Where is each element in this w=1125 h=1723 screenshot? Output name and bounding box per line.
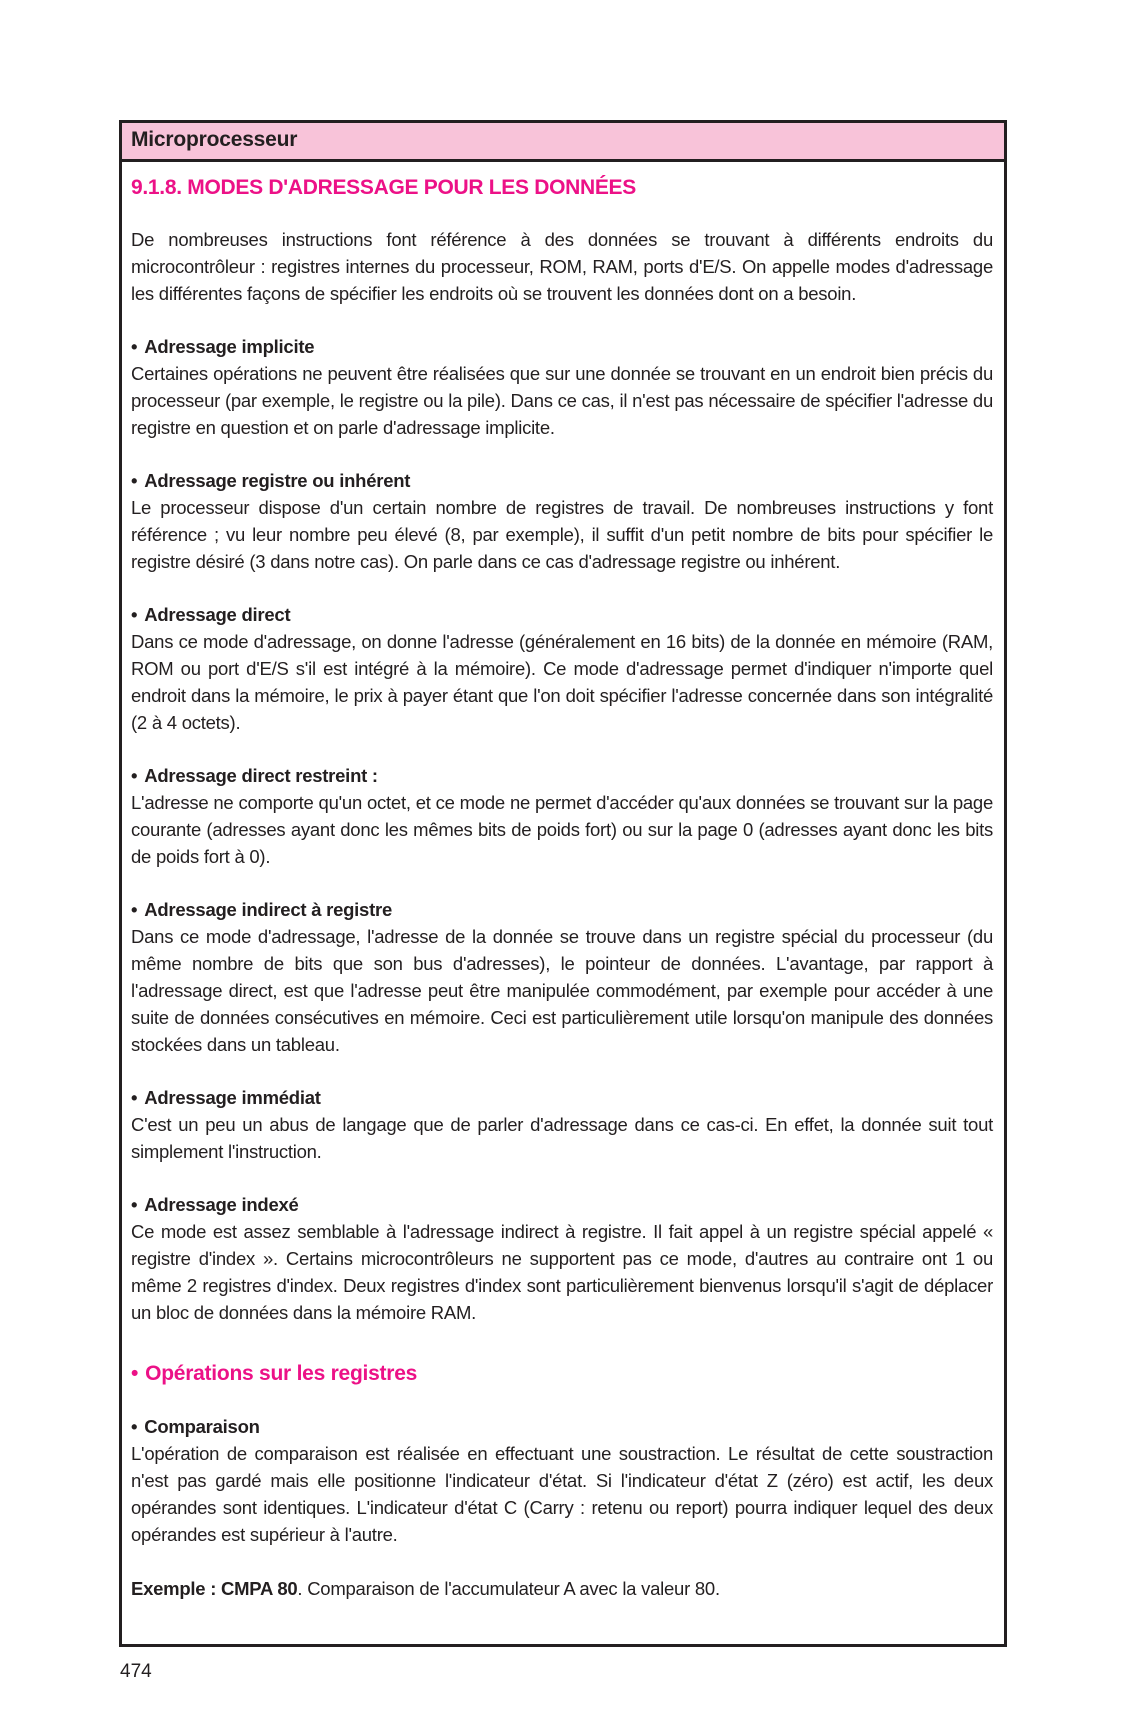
page-number: 474 (120, 1661, 152, 1682)
section-heading-label: Adressage registre ou inhérent (144, 470, 411, 491)
bullet-icon: • (131, 336, 138, 357)
bullet-icon: • (131, 1194, 138, 1215)
section-heading (131, 1360, 993, 1387)
section-body: Dans ce mode d'adressage, on donne l'adresse (généralement en 16 bits) de la donnée en mémoire (RAM, ROM ou port d'E/S s'il est intégré à la mémoire). Ce mode d'adressage permet d'indiquer n'importe quel endroit dans la mémoire, le prix à payer étant que l'on doit spécifier l'adresse concernée dans son intégralité (2 à 4 octets). (131, 631, 993, 733)
chapter-header (122, 123, 1004, 162)
section-body: Dans ce mode d'adressage, l'adresse de la donnée se trouve dans un registre spécial du processeur (du même nombre de bits que son bus d'adresses), le pointeur de données. L'avantage, par rapport à l'adressage direct, est que l'adresse peut être manipulée commodément, par exemple pour accéder à une suite de données consécutives en mémoire. Ceci est particulièrement utile lorsqu'on manipule des données stockées dans un tableau. (131, 926, 993, 1055)
section-heading (131, 896, 993, 923)
section-heading-label: Adressage direct restreint : (144, 765, 378, 786)
example-text: . Comparaison de l'accumulateur A avec la valeur 80. (297, 1578, 720, 1599)
section-adressage-indirect-a-registre (131, 896, 993, 1058)
bullet-icon: • (131, 1416, 138, 1437)
bullet-icon: • (131, 1087, 138, 1108)
section-adressage-direct (131, 601, 993, 736)
section-heading-label: Adressage direct (144, 604, 291, 625)
section-body: L'adresse ne comporte qu'un octet, et ce mode ne permet d'accéder qu'aux données se trouvant sur la page courante (adresses ayant donc les mêmes bits de poids fort) ou sur la page 0 (adresses ayant donc les bits de poids fort à 0). (131, 792, 993, 867)
section-body: L'opération de comparaison est réalisée en effectuant une soustraction. Le résultat de cette soustraction n'est pas gardé mais elle positionne l'indicateur d'état. Si l'indicateur d'état Z (zéro) est actif, les deux opérandes sont identiques. L'indicateur d'état C (Carry : retenu ou report) pourra indiquer lequel des deux opérandes est supérieur à l'autre. (131, 1443, 993, 1545)
section-adressage-immediat (131, 1084, 993, 1165)
section-heading-label: Adressage implicite (144, 336, 315, 357)
bullet-icon: • (131, 604, 138, 625)
section-adressage-direct-restreint (131, 762, 993, 870)
section-heading (131, 1191, 993, 1218)
bullet-icon: • (131, 765, 138, 786)
section-heading-label: Adressage immédiat (144, 1087, 321, 1108)
section-adressage-registre-ou-inherent (131, 467, 993, 575)
bullet-icon: • (131, 899, 138, 920)
content-frame (119, 120, 1007, 1647)
section-heading (131, 762, 993, 789)
section-heading (131, 333, 993, 360)
section-heading (131, 1084, 993, 1111)
section-heading-label: Comparaison (144, 1416, 260, 1437)
section-heading-label: Adressage indirect à registre (144, 899, 392, 920)
section-heading-label: Opérations sur les registres (145, 1362, 418, 1385)
section-body: Ce mode est assez semblable à l'adressage indirect à registre. Il fait appel à un registre spécial appelé « registre d'index ». Certains microcontrôleurs ne supportent pas ce mode, d'autres au contraire ont 1 ou même 2 registres d'index. Deux registres d'index sont particulièrement bienvenus lorsqu'il s'agit de déplacer un bloc de données dans la mémoire RAM. (131, 1221, 993, 1323)
section-adressage-indexe (131, 1191, 993, 1326)
section-adressage-implicite (131, 333, 993, 441)
section-body: Le processeur dispose d'un certain nombre de registres de travail. De nombreuses instructions y font référence ; vu leur nombre peu élevé (8, par exemple), il suffit d'un petit nombre de bits pour spécifier le registre désiré (3 dans notre cas). On parle dans ce cas d'adressage registre ou inhérent. (131, 497, 993, 572)
section-heading (131, 1413, 993, 1440)
section-comparaison (131, 1413, 993, 1548)
section-heading-label: Adressage indexé (144, 1194, 299, 1215)
bullet-icon: • (131, 1362, 139, 1385)
intro-paragraph: De nombreuses instructions font référence à des données se trouvant à différents endroits du microcontrôleur : registres internes du processeur, ROM, RAM, ports d'E/S. On appelle modes d'adressage les différentes façons de spécifier les endroits où se trouvent les données dont on a besoin. (131, 229, 993, 304)
example-line (131, 1575, 993, 1602)
content-body (122, 162, 1004, 1644)
bullet-icon: • (131, 470, 138, 491)
section-heading (131, 467, 993, 494)
section-body: Certaines opérations ne peuvent être réalisées que sur une donnée se trouvant en un endroit bien précis du processeur (par exemple, le registre ou la pile). Dans ce cas, il n'est pas nécessaire de spécifier l'adresse du registre en question et on parle d'adressage implicite. (131, 363, 993, 438)
section-heading (131, 601, 993, 628)
section-title: 9.1.8. MODES D'ADRESSAGE POUR LES DONNÉES (131, 176, 636, 199)
example-label: Exemple : CMPA 80 (131, 1578, 298, 1599)
section-body: C'est un peu un abus de langage que de parler d'adressage dans ce cas-ci. En effet, la donnée suit tout simplement l'instruction. (131, 1114, 993, 1162)
chapter-title: Microprocesseur (131, 128, 298, 151)
section-operations-sur-les-registres (131, 1360, 993, 1387)
